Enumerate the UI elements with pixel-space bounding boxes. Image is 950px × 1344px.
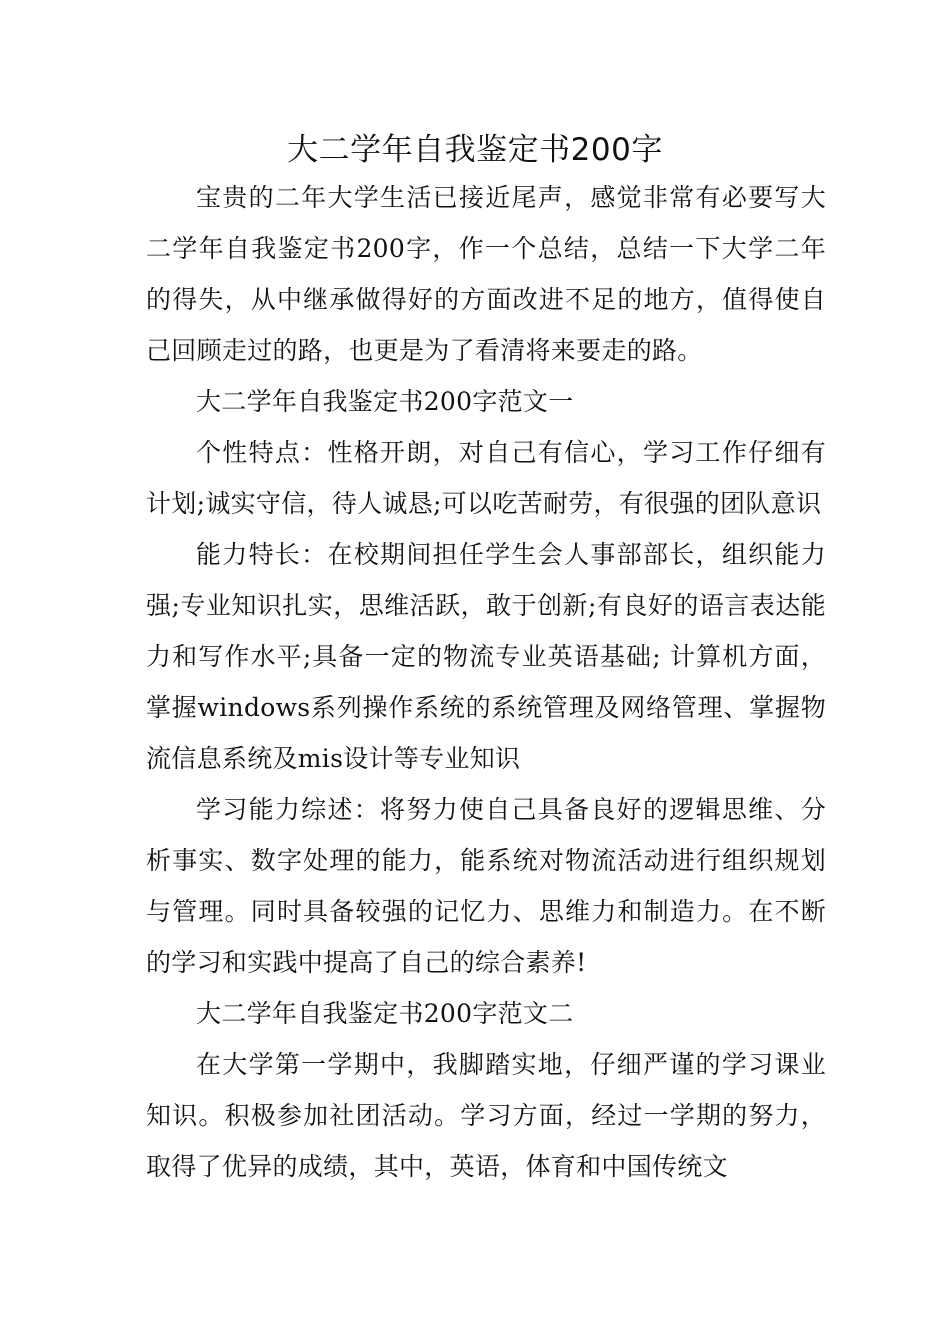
first-semester-paragraph: 在大学第一学期中，我脚踏实地，仔细严谨的学习课业知识。积极参加社团活动。学习方面，经过一学期的努力，取得了优异的成绩，其中，英语，体育和中国传统文 [146,1050,826,1181]
personality-paragraph: 个性特点：性格开朗，对自己有信心，学习工作仔细有计划;诚实守信，待人诚恳;可以吃苦耐劳，有很强的团队意识 [146,438,826,518]
document-title: 大二学年自我鉴定书200字 [287,132,663,168]
abilities-paragraph: 能力特长：在校期间担任学生会人事部部长，组织能力强;专业知识扎实，思维活跃，敢于创新;有良好的语言表达能力和写作水平;具备一定的物流专业英语基础; 计算机方面，掌握windows系列操作系统的系统管理及网络管理、掌握物流信息系统及mis设计等专业知识 [146,540,826,773]
document-body [146,172,826,1192]
learning-ability-paragraph: 学习能力综述：将努力使自己具备良好的逻辑思维、分析事实、数字处理的能力，能系统对物流活动进行组织规划与管理。同时具备较强的记忆力、思维力和制造力。在不断的学习和实践中提高了自己的综合素养! [146,795,826,977]
section-heading-sample-two: 大二学年自我鉴定书200字范文二 [196,999,574,1028]
intro-paragraph: 宝贵的二年大学生活已接近尾声，感觉非常有必要写大二学年自我鉴定书200字，作一个总结，总结一下大学二年的得失，从中继承做得好的方面改进不足的地方，值得使自己回顾走过的路，也更是为了看清将来要走的路。 [146,183,826,365]
section-heading-sample-one: 大二学年自我鉴定书200字范文一 [196,387,574,416]
